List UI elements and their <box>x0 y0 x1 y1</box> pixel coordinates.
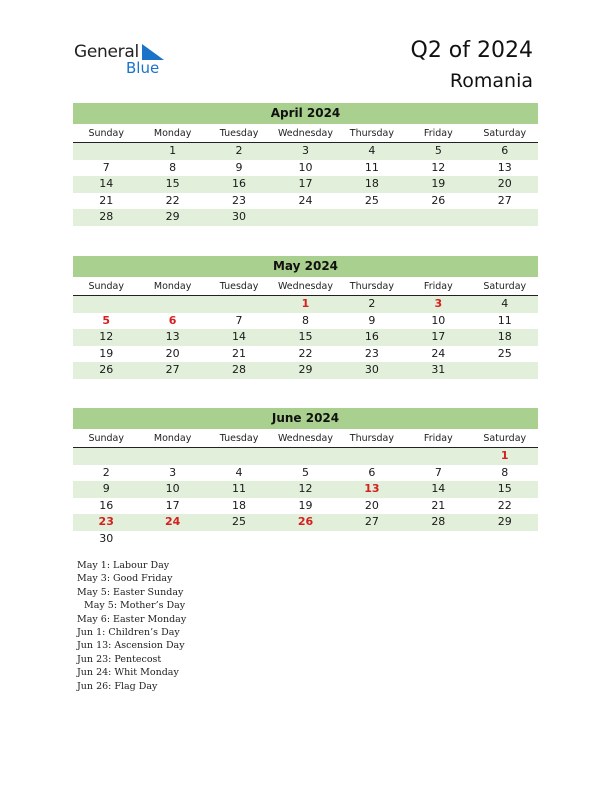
day-cell: 22 <box>298 346 313 360</box>
day-cell: 29 <box>165 210 180 223</box>
day-cell: 15 <box>497 482 512 495</box>
week-row <box>73 448 538 465</box>
weekday-label: Saturday <box>483 433 527 444</box>
day-cell <box>206 296 272 313</box>
holiday-item: Jun 23: Pentecost <box>77 653 162 665</box>
day-cell: 22 <box>497 498 512 512</box>
day-cell: 5 <box>434 144 442 157</box>
holiday-item: Jun 26: Flag Day <box>77 680 158 692</box>
weekday-label: Tuesday <box>219 128 259 139</box>
weekday-label: Wednesday <box>277 433 333 444</box>
week-row <box>73 465 538 482</box>
day-cell: 20 <box>497 177 512 190</box>
day-cell: 20 <box>364 498 379 512</box>
day-cell: 23 <box>232 193 247 207</box>
day-cell: 16 <box>232 177 247 190</box>
day-cell: 12 <box>431 160 446 174</box>
weekday-label: Wednesday <box>277 128 333 139</box>
day-cell: 24 <box>164 515 181 528</box>
day-cell: 8 <box>169 160 177 174</box>
day-cell <box>73 448 139 465</box>
weekday-header-row <box>73 278 538 296</box>
holiday-item: May 5: Mother’s Day <box>84 600 186 612</box>
day-cell: 13 <box>364 482 380 495</box>
week-row <box>73 160 538 177</box>
week-row <box>73 346 538 363</box>
day-cell: 27 <box>364 515 379 528</box>
month-calendar-april <box>73 103 538 226</box>
week-row <box>73 176 538 193</box>
day-cell: 12 <box>298 482 313 495</box>
weekday-header-row <box>73 430 538 448</box>
month-calendar-may <box>73 256 538 379</box>
day-cell <box>339 209 405 226</box>
day-cell: 28 <box>232 363 247 376</box>
page-title: Q2 of 2024 <box>410 38 533 63</box>
day-cell: 18 <box>497 330 512 343</box>
holiday-item: May 6: Easter Monday <box>77 613 187 625</box>
day-cell: 28 <box>99 210 114 223</box>
day-cell: 2 <box>102 465 110 479</box>
day-cell: 9 <box>235 160 243 174</box>
day-cell: 13 <box>497 160 512 174</box>
week-row <box>73 143 538 160</box>
month-calendar-june <box>73 408 538 547</box>
day-cell: 4 <box>235 465 243 479</box>
day-cell: 9 <box>368 313 376 327</box>
day-cell: 1 <box>500 449 509 462</box>
day-cell: 7 <box>102 160 110 174</box>
day-cell: 8 <box>301 313 309 327</box>
day-cell <box>405 448 471 465</box>
day-cell <box>272 209 338 226</box>
day-cell: 11 <box>497 313 512 327</box>
weekday-label: Thursday <box>349 281 394 292</box>
day-cell: 23 <box>364 346 379 360</box>
day-cell <box>272 531 338 548</box>
logo-text-general: General <box>74 42 139 62</box>
day-cell: 7 <box>235 313 243 327</box>
day-cell: 29 <box>298 363 313 376</box>
weekday-label: Tuesday <box>219 433 259 444</box>
day-cell: 2 <box>235 144 243 157</box>
day-cell: 19 <box>431 177 446 190</box>
day-cell: 14 <box>232 330 247 343</box>
day-cell: 21 <box>99 193 114 207</box>
holiday-item: May 1: Labour Day <box>77 560 170 571</box>
day-cell <box>139 531 205 548</box>
day-cell: 25 <box>364 193 379 207</box>
day-cell <box>206 531 272 548</box>
day-cell: 26 <box>99 363 114 376</box>
week-row <box>73 531 538 548</box>
weekday-label: Monday <box>153 281 192 292</box>
weekday-header-row <box>73 125 538 143</box>
country-name: Romania <box>449 70 533 92</box>
day-cell: 19 <box>298 498 313 512</box>
day-cell <box>73 143 139 160</box>
holiday-item: Jun 1: Children’s Day <box>77 626 180 638</box>
holiday-list <box>77 559 186 693</box>
day-cell <box>139 448 205 465</box>
day-cell: 26 <box>297 515 314 528</box>
day-cell: 17 <box>165 498 180 512</box>
week-row <box>73 362 538 379</box>
day-cell: 30 <box>99 531 114 545</box>
logo-text-blue: Blue <box>126 59 160 77</box>
day-cell: 28 <box>431 515 446 528</box>
day-cell: 3 <box>301 144 309 157</box>
day-cell: 25 <box>232 515 247 528</box>
day-cell: 11 <box>364 160 379 174</box>
day-cell: 16 <box>99 498 114 512</box>
day-cell: 18 <box>364 177 379 190</box>
week-row <box>73 481 538 498</box>
day-cell: 18 <box>232 498 247 512</box>
day-cell: 24 <box>431 346 446 360</box>
day-cell <box>405 209 471 226</box>
day-cell: 6 <box>168 313 177 327</box>
weekday-label: Thursday <box>349 128 394 139</box>
weekday-label: Thursday <box>349 433 394 444</box>
day-cell <box>339 531 405 548</box>
day-cell: 3 <box>434 297 443 310</box>
weekday-label: Saturday <box>483 281 527 292</box>
weekday-label: Friday <box>423 281 453 292</box>
weekday-label: Sunday <box>88 433 124 444</box>
day-cell: 11 <box>232 482 247 495</box>
weekday-label: Sunday <box>88 281 124 292</box>
day-cell: 2 <box>368 297 376 310</box>
day-cell: 20 <box>165 346 180 360</box>
day-cell <box>472 209 538 226</box>
day-cell <box>139 296 205 313</box>
day-cell <box>472 362 538 379</box>
holiday-item: May 3: Good Friday <box>77 573 173 585</box>
day-cell: 19 <box>99 346 114 360</box>
day-cell: 17 <box>298 177 313 190</box>
day-cell: 22 <box>165 193 180 207</box>
day-cell: 30 <box>364 363 379 376</box>
day-cell: 10 <box>431 313 446 327</box>
day-cell: 1 <box>169 144 177 157</box>
holiday-item: Jun 13: Ascension Day <box>77 640 185 652</box>
day-cell: 30 <box>232 210 247 223</box>
day-cell <box>472 531 538 548</box>
day-cell: 31 <box>431 363 446 376</box>
day-cell: 7 <box>434 465 442 479</box>
weekday-label: Wednesday <box>277 281 333 292</box>
day-cell: 21 <box>431 498 446 512</box>
brand-logo <box>74 42 174 78</box>
day-cell: 8 <box>501 465 509 479</box>
day-cell: 24 <box>298 193 313 207</box>
day-cell <box>272 448 338 465</box>
day-cell: 14 <box>99 177 114 190</box>
week-row <box>73 313 538 330</box>
day-cell: 21 <box>232 346 247 360</box>
day-cell: 10 <box>298 160 313 174</box>
day-cell <box>73 296 139 313</box>
week-row <box>73 514 538 531</box>
day-cell: 14 <box>431 482 446 495</box>
day-cell: 3 <box>169 465 177 479</box>
day-cell: 17 <box>431 330 446 343</box>
weekday-label: Sunday <box>88 128 124 139</box>
day-cell <box>339 448 405 465</box>
day-cell: 1 <box>301 297 310 310</box>
month-title: April 2024 <box>73 103 538 124</box>
week-row <box>73 193 538 210</box>
day-cell: 6 <box>368 465 376 479</box>
week-row <box>73 296 538 313</box>
day-cell: 26 <box>431 193 446 207</box>
month-title: May 2024 <box>73 256 538 277</box>
day-cell: 23 <box>98 515 114 528</box>
day-cell: 25 <box>497 346 512 360</box>
day-cell: 4 <box>368 144 376 157</box>
weekday-label: Friday <box>423 128 453 139</box>
day-cell: 6 <box>501 144 509 157</box>
day-cell: 27 <box>165 363 180 376</box>
day-cell: 4 <box>501 297 509 310</box>
weekday-label: Monday <box>153 433 192 444</box>
weekday-label: Saturday <box>483 128 527 139</box>
day-cell: 16 <box>364 330 379 343</box>
day-cell <box>405 531 471 548</box>
week-row <box>73 209 538 226</box>
weekday-label: Monday <box>153 128 192 139</box>
day-cell: 15 <box>165 177 180 190</box>
day-cell: 9 <box>102 482 110 495</box>
day-cell <box>206 448 272 465</box>
month-title: June 2024 <box>73 408 538 429</box>
day-cell: 10 <box>165 482 180 495</box>
day-cell: 15 <box>298 330 313 343</box>
weekday-label: Tuesday <box>219 281 259 292</box>
day-cell: 5 <box>301 465 309 479</box>
day-cell: 13 <box>165 330 180 343</box>
weekday-label: Friday <box>423 433 453 444</box>
week-row <box>73 329 538 346</box>
day-cell: 5 <box>102 313 111 327</box>
holiday-item: Jun 24: Whit Monday <box>77 667 179 679</box>
day-cell: 12 <box>99 330 114 343</box>
day-cell: 29 <box>497 515 512 528</box>
week-row <box>73 498 538 515</box>
day-cell: 27 <box>497 193 512 207</box>
holiday-item: May 5: Easter Sunday <box>77 586 184 598</box>
